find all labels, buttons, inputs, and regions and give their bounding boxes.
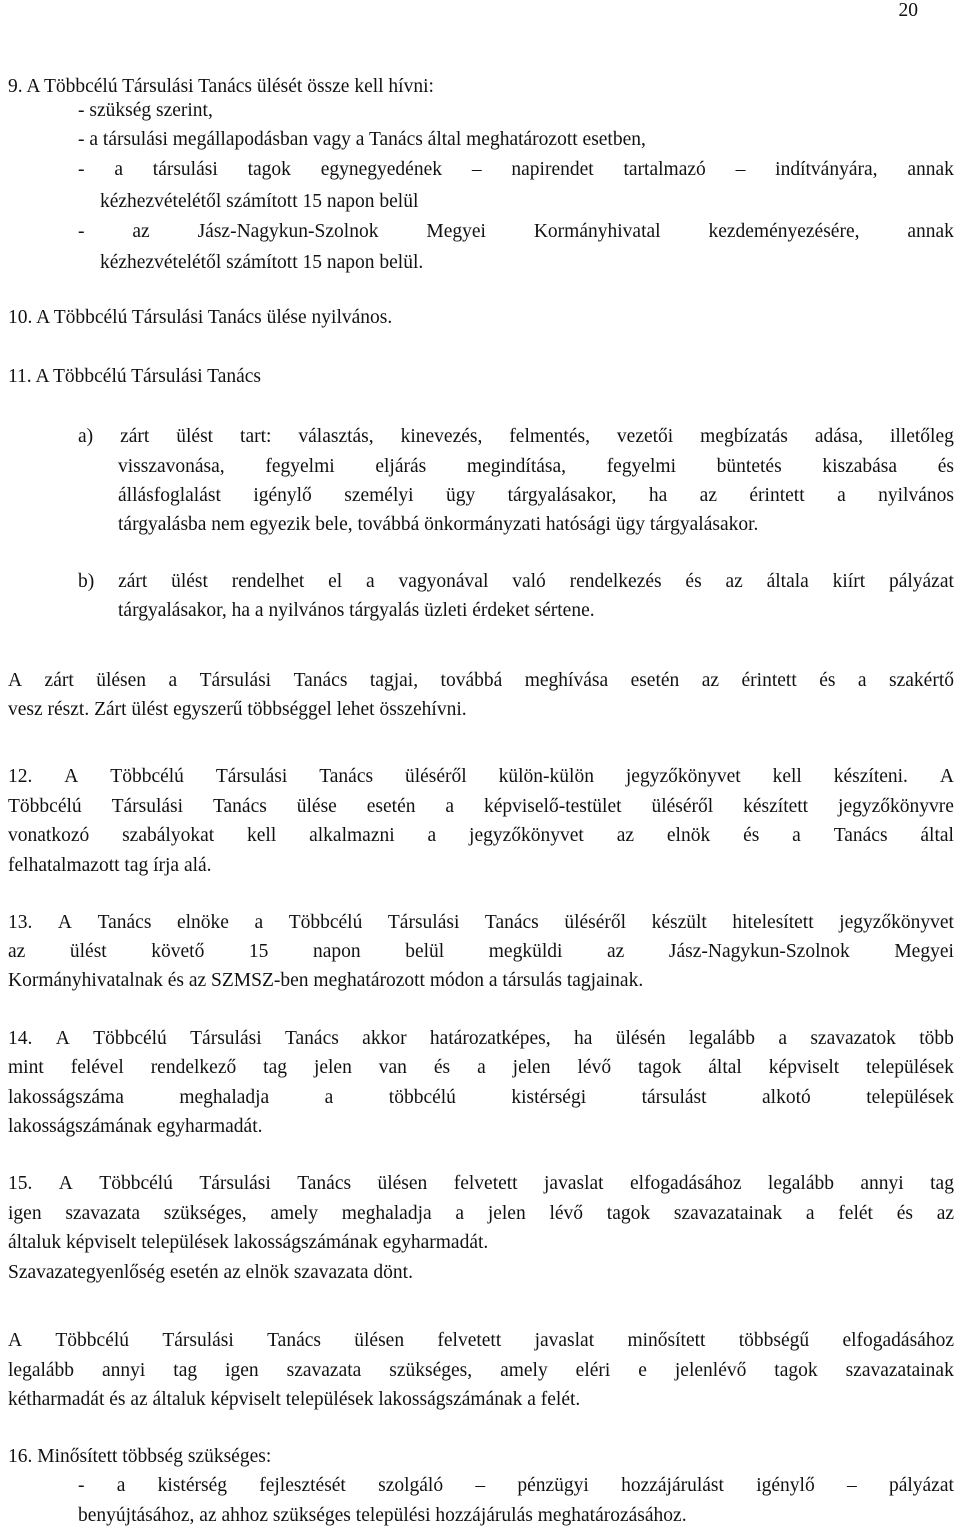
word: ülésen bbox=[377, 1173, 428, 1194]
word: A bbox=[58, 1173, 73, 1194]
word: pályázat bbox=[888, 1475, 954, 1496]
word: többségű bbox=[738, 1330, 810, 1351]
section-9-item-cont: kézhezvételétől számított 15 napon belül. bbox=[100, 252, 424, 273]
word: minősített bbox=[627, 1330, 706, 1351]
word: az bbox=[607, 941, 625, 962]
section-14-text bbox=[8, 1029, 954, 1049]
word: a bbox=[837, 485, 846, 506]
word: továbbá bbox=[440, 670, 503, 691]
word: tagjai, bbox=[369, 670, 419, 691]
section-15-text: Szavazategyenlőség esetén az elnök szavazata dönt. bbox=[8, 1262, 413, 1283]
word: szükséges, bbox=[389, 1360, 473, 1381]
word: napirendet bbox=[511, 159, 594, 180]
word: - bbox=[78, 221, 85, 242]
word: tagok bbox=[774, 1360, 818, 1381]
section-13-text bbox=[8, 913, 954, 933]
word: 13. bbox=[8, 912, 33, 933]
word: a bbox=[477, 1057, 486, 1078]
word: jelen bbox=[512, 1057, 551, 1078]
word: Tanács bbox=[97, 912, 152, 933]
word: képviselt bbox=[768, 1057, 840, 1078]
word: szavazatainak bbox=[845, 1360, 954, 1381]
word: legalább bbox=[8, 1360, 75, 1381]
word: tagok bbox=[638, 1057, 682, 1078]
word: üléséről bbox=[404, 766, 467, 787]
word: elnöke bbox=[176, 912, 229, 933]
word: a bbox=[805, 1203, 815, 1224]
word: vagyonával bbox=[398, 571, 489, 592]
word: külön-külön bbox=[498, 766, 594, 787]
word: Többcélú bbox=[8, 796, 82, 817]
word: Társulási bbox=[215, 766, 288, 787]
word: e bbox=[638, 1360, 647, 1381]
word: Többcélú bbox=[99, 1173, 173, 1194]
word: Tanács bbox=[484, 912, 539, 933]
word: a bbox=[254, 912, 264, 933]
word: felvetett bbox=[437, 1330, 502, 1351]
section-15-text bbox=[8, 1204, 954, 1224]
section-9-item bbox=[78, 160, 954, 180]
word: települések bbox=[866, 1087, 954, 1108]
word: büntetés bbox=[716, 456, 782, 477]
word: illetőleg bbox=[889, 426, 954, 447]
word: Társulási bbox=[387, 912, 460, 933]
word: megindítása, bbox=[466, 456, 567, 477]
word: kistérségi bbox=[511, 1087, 587, 1108]
word: Társulási bbox=[111, 796, 184, 817]
word: el bbox=[328, 571, 343, 592]
word: Kormányhivatal bbox=[533, 221, 661, 242]
word: tárgyalásakor, bbox=[507, 485, 617, 506]
word: nyilvános bbox=[878, 485, 954, 506]
word: ülést bbox=[69, 941, 107, 962]
word: a bbox=[168, 670, 178, 691]
word: eléri bbox=[575, 1360, 611, 1381]
word: Megyei bbox=[894, 941, 954, 962]
word: alkotó bbox=[762, 1087, 811, 1108]
section-11-item-a bbox=[78, 427, 954, 447]
word: kell bbox=[772, 766, 802, 787]
word: megbízatás bbox=[700, 426, 788, 447]
word: jelen bbox=[487, 1203, 526, 1224]
word: jelen bbox=[313, 1057, 352, 1078]
word: igénylő bbox=[756, 1475, 815, 1496]
word: az bbox=[8, 941, 26, 962]
word: elfogadásához bbox=[842, 1330, 954, 1351]
word: állásfoglalást bbox=[118, 485, 221, 506]
word: zárt bbox=[120, 426, 150, 447]
word: adása, bbox=[814, 426, 864, 447]
section-9-item bbox=[78, 222, 954, 242]
word: szavazatok bbox=[810, 1028, 896, 1049]
section-12-text bbox=[8, 797, 954, 817]
word: jelenlévő bbox=[674, 1360, 747, 1381]
word: annak bbox=[907, 159, 954, 180]
word: felvetett bbox=[453, 1173, 518, 1194]
word: követő bbox=[151, 941, 205, 962]
word: Társulási bbox=[199, 1173, 271, 1194]
word: és bbox=[937, 456, 954, 477]
word: fegyelmi bbox=[606, 456, 676, 477]
word: Többcélú bbox=[110, 766, 184, 787]
word: rendelhet bbox=[231, 571, 305, 592]
word: általa bbox=[766, 571, 809, 592]
word: a bbox=[857, 670, 867, 691]
word: ülésen bbox=[354, 1330, 405, 1351]
word: legalább bbox=[767, 1173, 834, 1194]
section-11-paragraph bbox=[8, 671, 954, 691]
word: meghívása bbox=[524, 670, 609, 691]
word: rendelkezés bbox=[569, 571, 662, 592]
word: Többcélú bbox=[288, 912, 363, 933]
word: tag bbox=[173, 1360, 198, 1381]
section-16-item-cont: benyújtásához, az ahhoz szükséges települési hozzájárulás meghatározásához. bbox=[78, 1505, 687, 1526]
word: készült bbox=[651, 912, 707, 933]
word: belül bbox=[405, 941, 445, 962]
word: kezdeményezésére, bbox=[708, 221, 860, 242]
word: lévő bbox=[577, 1057, 612, 1078]
word: felét bbox=[838, 1203, 873, 1224]
word: és bbox=[433, 1057, 451, 1078]
section-15-text bbox=[8, 1174, 954, 1194]
word: jegyzőkönyvre bbox=[838, 796, 954, 817]
word: elnök bbox=[666, 825, 711, 846]
word: – bbox=[471, 159, 482, 180]
section-16-item bbox=[78, 1476, 954, 1496]
word: a) bbox=[78, 426, 94, 447]
word: társulási bbox=[152, 159, 218, 180]
word: és bbox=[685, 571, 702, 592]
section-15-paragraph bbox=[8, 1331, 954, 1351]
word: pénzügyi bbox=[517, 1475, 589, 1496]
word: Jász-Nagykun-Szolnok bbox=[197, 221, 379, 242]
word: a bbox=[455, 1203, 465, 1224]
word: a bbox=[427, 825, 437, 846]
word: Megyei bbox=[426, 221, 486, 242]
word: ülésén bbox=[615, 1028, 666, 1049]
section-15-paragraph: kétharmadát és az általuk képviselt települések lakosságszámának a felét. bbox=[8, 1389, 581, 1410]
word: A bbox=[64, 766, 79, 787]
word: az bbox=[132, 221, 150, 242]
section-9-item: - a társulási megállapodásban vagy a Tanács által meghatározott esetben, bbox=[78, 129, 646, 150]
word: és bbox=[743, 825, 760, 846]
word: hozzájárulást bbox=[621, 1475, 724, 1496]
word: határozatképes, bbox=[429, 1028, 551, 1049]
word: akkor bbox=[362, 1028, 407, 1049]
word: javaslat bbox=[544, 1173, 604, 1194]
section-14-text bbox=[8, 1058, 954, 1078]
section-12-text bbox=[8, 826, 954, 846]
word: a bbox=[324, 1087, 334, 1108]
word: szabályokat bbox=[122, 825, 215, 846]
word: amely bbox=[270, 1203, 319, 1224]
word: A bbox=[57, 912, 73, 933]
word: üléséről bbox=[564, 912, 627, 933]
word: - bbox=[78, 1475, 85, 1496]
word: települések bbox=[866, 1057, 954, 1078]
word: az bbox=[699, 485, 717, 506]
word: az bbox=[701, 670, 720, 691]
word: felmentés, bbox=[509, 426, 590, 447]
word: tart: bbox=[240, 426, 272, 447]
word: – bbox=[846, 1475, 857, 1496]
word: 15. bbox=[8, 1173, 33, 1194]
word: több bbox=[919, 1028, 954, 1049]
word: választás, bbox=[298, 426, 374, 447]
word: A bbox=[55, 1028, 70, 1049]
word: pályázat bbox=[888, 571, 954, 592]
word: Tanács bbox=[293, 670, 348, 691]
section-11-item-a bbox=[118, 486, 954, 506]
word: által bbox=[920, 825, 954, 846]
word: üléséről bbox=[651, 796, 714, 817]
word: az bbox=[725, 571, 743, 592]
word: vonatkozó bbox=[8, 825, 90, 846]
section-11-paragraph: vesz részt. Zárt ülést egyszerű többséggel lehet összehívni. bbox=[8, 699, 467, 720]
word: igen bbox=[225, 1360, 259, 1381]
word: kinevezés, bbox=[400, 426, 483, 447]
word: ügy bbox=[445, 485, 476, 506]
word: jegyzőkönyvet bbox=[839, 912, 954, 933]
word: tag bbox=[263, 1057, 287, 1078]
section-15-paragraph bbox=[8, 1361, 954, 1381]
word: szükséges, bbox=[163, 1203, 247, 1224]
section-11-heading: 11. A Többcélú Társulási Tanács bbox=[8, 366, 261, 387]
word: 12. bbox=[8, 766, 33, 787]
word: 14. bbox=[8, 1028, 33, 1049]
word: Tanács bbox=[833, 825, 888, 846]
word: elfogadásához bbox=[629, 1173, 742, 1194]
word: jegyzőkönyvet bbox=[625, 766, 741, 787]
word: tagok bbox=[606, 1203, 651, 1224]
word: kistérség bbox=[157, 1475, 227, 1496]
section-9-heading: 9. A Többcélú Társulási Tanács ülését össze kell hívni: bbox=[8, 76, 434, 97]
word: megküldi bbox=[488, 941, 563, 962]
word: Tanács bbox=[267, 1330, 321, 1351]
word: mint bbox=[8, 1057, 44, 1078]
word: Társulási bbox=[162, 1330, 234, 1351]
word: személyi bbox=[344, 485, 414, 506]
section-11-item-b: tárgyalásakor, ha a nyilvános tárgyalás üzleti érdeket sértene. bbox=[118, 600, 595, 621]
word: - bbox=[78, 159, 85, 180]
word: társulást bbox=[641, 1087, 707, 1108]
word: Társulási bbox=[199, 670, 272, 691]
section-10-text: 10. A Többcélú Társulási Tanács ülése nyilvános. bbox=[8, 307, 393, 328]
word: szakértő bbox=[889, 670, 954, 691]
word: ha bbox=[574, 1028, 593, 1049]
word: Tanács bbox=[212, 796, 267, 817]
word: való bbox=[512, 571, 546, 592]
word: amely bbox=[500, 1360, 548, 1381]
word: 15 bbox=[248, 941, 269, 962]
section-13-text: Kormányhivatalnak és az SZMSZ-ben meghatározott módon a társulás tagjainak. bbox=[8, 970, 644, 991]
word: zárt bbox=[44, 670, 74, 691]
word: kiírt bbox=[832, 571, 866, 592]
word: szolgáló bbox=[378, 1475, 444, 1496]
word: a bbox=[366, 571, 375, 592]
word: Társulási bbox=[190, 1028, 262, 1049]
word: szavazatainak bbox=[673, 1203, 783, 1224]
section-9-item-cont: kézhezvételétől számított 15 napon belül bbox=[100, 191, 419, 212]
word: érintett bbox=[741, 670, 797, 691]
word: tag bbox=[930, 1173, 954, 1194]
word: és bbox=[896, 1203, 913, 1224]
word: vezetői bbox=[616, 426, 674, 447]
word: kell bbox=[247, 825, 277, 846]
word: indítványára, bbox=[775, 159, 878, 180]
page-number: 20 bbox=[898, 0, 918, 21]
word: fegyelmi bbox=[265, 456, 335, 477]
word: ha bbox=[648, 485, 668, 506]
word: a bbox=[445, 796, 455, 817]
word: a bbox=[114, 159, 123, 180]
word: zárt bbox=[118, 571, 148, 592]
word: A bbox=[8, 1330, 23, 1351]
word: és bbox=[819, 670, 836, 691]
word: ülésen bbox=[96, 670, 147, 691]
word: az bbox=[616, 825, 635, 846]
word: – bbox=[475, 1475, 486, 1496]
word: meghaladja bbox=[179, 1087, 270, 1108]
word: A bbox=[939, 766, 954, 787]
word: tagok bbox=[247, 159, 291, 180]
section-16-heading: 16. Minősített többség szükséges: bbox=[8, 1446, 272, 1467]
word: érintett bbox=[749, 485, 805, 506]
word: a bbox=[792, 825, 801, 846]
word: meghaladja bbox=[341, 1203, 432, 1224]
word: alkalmazni bbox=[309, 825, 395, 846]
word: készített bbox=[743, 796, 809, 817]
word: tartalmazó bbox=[623, 159, 706, 180]
section-13-text bbox=[8, 942, 954, 962]
word: annyi bbox=[102, 1360, 146, 1381]
section-14-text: lakosságszámának egyharmadát. bbox=[8, 1116, 263, 1137]
word: Tanács bbox=[284, 1028, 339, 1049]
word: által bbox=[708, 1057, 742, 1078]
word: szavazata bbox=[286, 1360, 362, 1381]
word: visszavonása, bbox=[118, 456, 225, 477]
word: esetén bbox=[630, 670, 680, 691]
word: jegyzőkönyvet bbox=[469, 825, 584, 846]
word: lakosságszáma bbox=[8, 1087, 124, 1108]
word: b) bbox=[78, 571, 95, 592]
word: napon bbox=[312, 941, 361, 962]
word: ülést bbox=[176, 426, 214, 447]
word: Jász-Nagykun-Szolnok bbox=[668, 941, 850, 962]
word: Tanács bbox=[297, 1173, 352, 1194]
word: kiszabása bbox=[822, 456, 898, 477]
word: készíteni. bbox=[833, 766, 908, 787]
word: igen bbox=[8, 1203, 42, 1224]
word: képviselő-testület bbox=[483, 796, 622, 817]
word: szavazata bbox=[65, 1203, 141, 1224]
word: hitelesített bbox=[732, 912, 814, 933]
word: az bbox=[936, 1203, 954, 1224]
section-12-text: felhatalmazott tag írja alá. bbox=[8, 855, 212, 876]
word: esetén bbox=[366, 796, 416, 817]
word: Tanács bbox=[319, 766, 374, 787]
word: Többcélú bbox=[93, 1028, 167, 1049]
section-12-text bbox=[8, 767, 954, 787]
word: rendelkező bbox=[150, 1057, 237, 1078]
section-11-item-a: tárgyalásba nem egyezik bele, továbbá önkormányzati hatósági ügy tárgyalásakor. bbox=[118, 514, 759, 535]
section-14-text bbox=[8, 1088, 954, 1108]
word: ülése bbox=[296, 796, 337, 817]
word: eljárás bbox=[375, 456, 427, 477]
section-11-item-b bbox=[78, 572, 954, 592]
word: igénylő bbox=[253, 485, 312, 506]
word: van bbox=[378, 1057, 407, 1078]
word: ülést bbox=[171, 571, 208, 592]
section-11-item-a bbox=[118, 457, 954, 477]
word: felével bbox=[70, 1057, 124, 1078]
word: javaslat bbox=[534, 1330, 595, 1351]
word: annyi bbox=[860, 1173, 904, 1194]
word: legalább bbox=[688, 1028, 755, 1049]
word: A bbox=[8, 670, 23, 691]
word: fejlesztését bbox=[259, 1475, 346, 1496]
word: annak bbox=[907, 221, 954, 242]
word: Többcélú bbox=[55, 1330, 130, 1351]
section-9-item: - szükség szerint, bbox=[78, 100, 213, 121]
word: lévő bbox=[549, 1203, 584, 1224]
word: a bbox=[116, 1475, 126, 1496]
word: többcélú bbox=[388, 1087, 456, 1108]
word: egynegyedének bbox=[320, 159, 442, 180]
section-15-text: általuk képviselt települések lakosságszámának egyharmadát. bbox=[8, 1232, 489, 1253]
word: a bbox=[778, 1028, 787, 1049]
word: – bbox=[735, 159, 746, 180]
